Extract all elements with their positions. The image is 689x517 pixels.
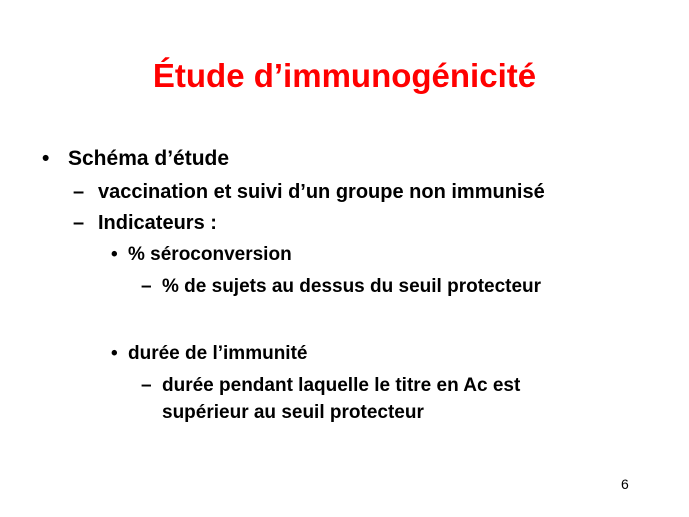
bullet-duree-immunite: durée de l’immunité: [128, 343, 308, 364]
bullet-marker: •: [111, 343, 118, 364]
dash-marker: –: [141, 276, 152, 297]
bullet-marker: •: [111, 244, 118, 265]
bullet-duree-titre: durée pendant laquelle le titre en Ac est: [162, 375, 521, 396]
bullet-schema-etude: Schéma d’étude: [68, 147, 230, 170]
dash-marker: –: [73, 181, 85, 203]
bullet-indicateurs: Indicateurs :: [98, 212, 217, 234]
bullet-sujets-seuil: % de sujets au dessus du seuil protecteur: [162, 276, 542, 297]
bullet-duree-titre-continuation: supérieur au seuil protecteur: [162, 402, 424, 423]
bullet-vaccination-suivi: vaccination et suivi d’un groupe non immunisé: [98, 181, 545, 203]
page-number: 6: [621, 476, 629, 492]
bullet-seroconversion: % séroconversion: [128, 244, 292, 265]
slide-title: Étude d’immunogénicité: [152, 57, 537, 94]
dash-marker: –: [73, 212, 85, 234]
bullet-marker: •: [42, 147, 50, 170]
dash-marker: –: [141, 375, 152, 396]
